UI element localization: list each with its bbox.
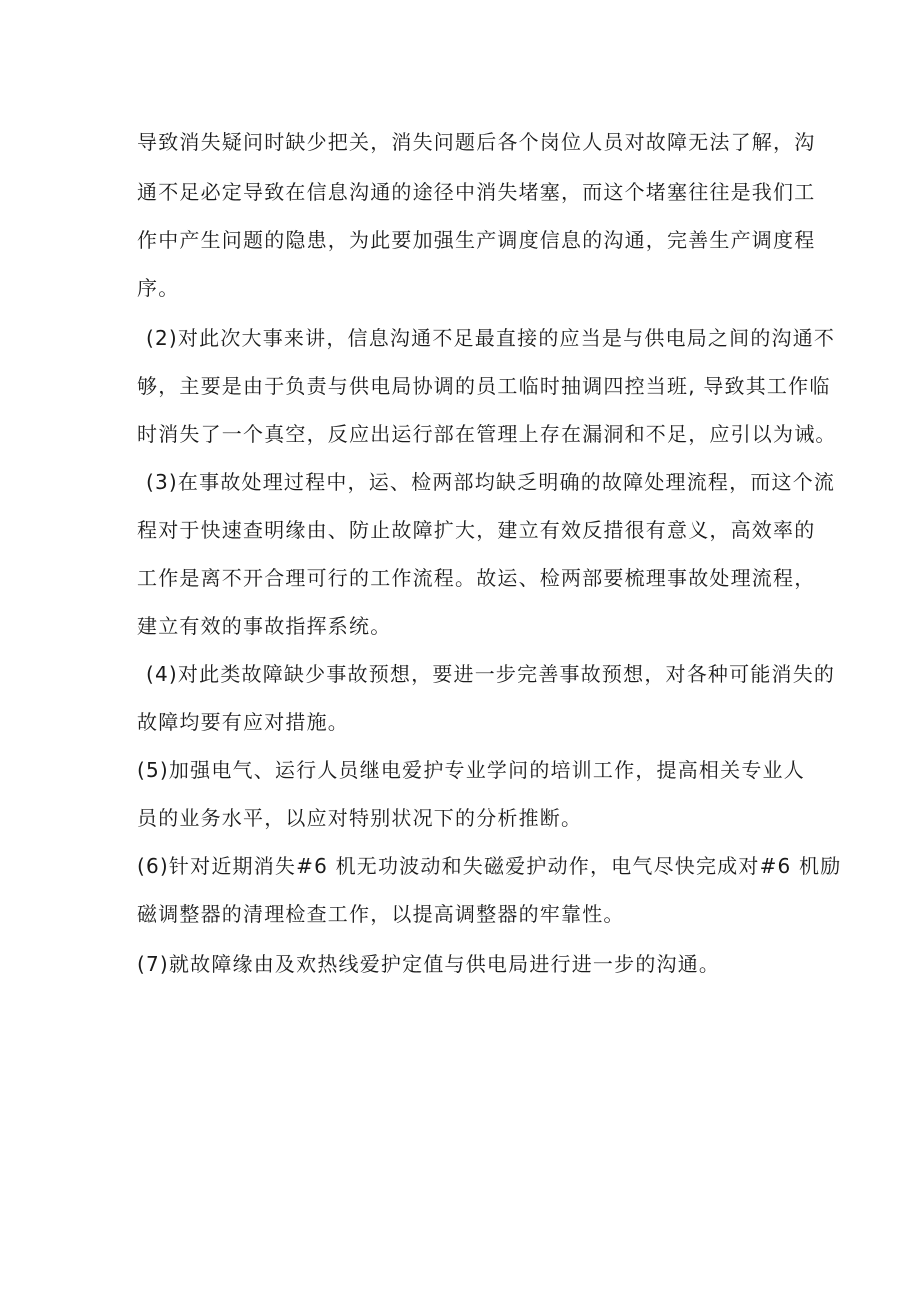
paragraph-1-line-4: 序。 xyxy=(137,276,180,300)
paragraph-3-line-3: 工作是离不开合理可行的工作流程。故运、检两部要梳理事故处理流程， xyxy=(137,566,816,590)
paragraph-5-line-2: 员的业务水平，以应对特别状况下的分析推断。 xyxy=(137,806,583,830)
paragraph-4-line-1: (4)对此类故障缺少事故预想，要进一步完善事故预想，对各种可能消失的 xyxy=(146,662,836,686)
paragraph-3-line-4: 建立有效的事故指挥系统。 xyxy=(137,614,392,638)
paragraph-2-line-2: 够，主要是由于负责与供电局协调的员工临时抽调四控当班, 导致其工作临 xyxy=(137,374,831,398)
paragraph-1-line-3: 作中产生问题的隐患，为此要加强生产调度信息的沟通，完善生产调度程 xyxy=(137,228,816,252)
paragraph-3-line-2: 程对于快速查明缘由、防止故障扩大，建立有效反措很有意义，高效率的 xyxy=(137,518,816,542)
paragraph-6-line-2: 磁调整器的清理检查工作，以提高调整器的牢靠性。 xyxy=(137,902,625,926)
paragraph-5-line-1: (5)加强电气、运行人员继电爱护专业学问的培训工作，提高相关专业人 xyxy=(137,758,805,782)
paragraph-2-line-1: (2)对此次大事来讲，信息沟通不足最直接的应当是与供电局之间的沟通不 xyxy=(146,326,836,350)
paragraph-1-line-1: 导致消失疑问时缺少把关，消失问题后各个岗位人员对故障无法了解，沟 xyxy=(137,130,816,154)
paragraph-2-line-3: 时消失了一个真空，反应出运行部在管理上存在漏洞和不足，应引以为诫。 xyxy=(137,422,837,446)
paragraph-3-line-1: (3)在事故处理过程中，运、检两部均缺乏明确的故障处理流程，而这个流 xyxy=(146,470,836,494)
paragraph-4-line-2: 故障均要有应对措施。 xyxy=(137,710,349,734)
paragraph-6-line-1: (6)针对近期消失#6 机无功波动和失磁爱护动作，电气尽快完成对#6 机励 xyxy=(137,854,842,878)
paragraph-7-line-1: (7)就故障缘由及欢热线爱护定值与供电局进行进一步的沟通。 xyxy=(137,952,721,976)
paragraph-1-line-2: 通不足必定导致在信息沟通的途径中消失堵塞，而这个堵塞往往是我们工 xyxy=(137,180,816,204)
